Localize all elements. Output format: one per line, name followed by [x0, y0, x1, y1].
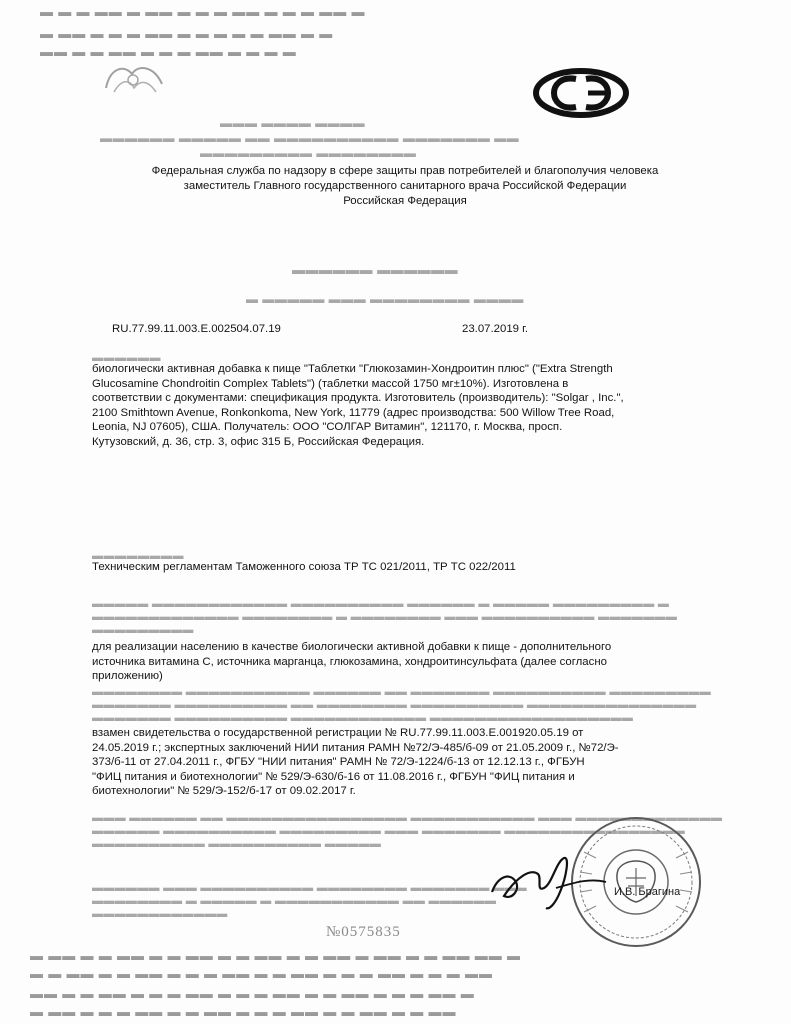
faint-basis-intro: ▬▬▬▬▬▬▬▬ ▬▬▬▬▬▬▬▬▬▬▬ ▬▬▬▬▬▬ ▬▬ ▬▬▬▬▬▬▬ ▬▬▬▬▬▬▬▬▬▬ ▬▬▬▬▬▬▬▬▬ ▬▬▬▬▬▬▬ ▬▬▬▬▬▬▬▬▬▬ ▬▬ ▬▬▬▬▬▬▬▬ ▬▬▬▬▬▬▬▬▬▬ ▬▬▬▬▬▬▬▬▬▬▬▬▬▬▬ ▬▬▬▬▬▬▬ ▬▬▬▬▬▬▬▬▬▬ ▬▬▬▬▬▬▬▬▬▬▬▬ ▬▬▬▬▬▬▬▬▬▬▬▬▬▬▬▬▬▬: [92, 686, 712, 724]
product-line: биологически активная добавка к пище "Таблетки "Глюкозамин-Хондроитин плюс" ("Extra Strength: [92, 363, 613, 375]
faint-header-1: ▬▬▬ ▬▬▬▬ ▬▬▬▬: [220, 116, 366, 130]
faint-title-2: ▬ ▬▬▬▬▬ ▬▬▬ ▬▬▬▬▬▬▬▬ ▬▬▬▬: [246, 292, 524, 306]
faint-product-label: ▬▬▬▬▬▬: [92, 352, 161, 364]
product-line: Leonia, NJ 07605), США. Получатель: ООО "СОЛГАР Витамин", 121170, г. Москва, просп.: [92, 421, 563, 434]
faint-regulations-label: ▬▬▬▬▬▬▬▬: [92, 550, 184, 562]
product-description: [92, 362, 712, 450]
usage-line: приложению): [92, 670, 163, 683]
scan-noise-bottom-1: ▬ ▬▬ ▬ ▬ ▬▬ ▬ ▬ ▬▬ ▬ ▬ ▬▬ ▬ ▬ ▬▬ ▬ ▬▬ ▬ ▬ ▬▬ ▬▬ ▬: [30, 948, 521, 963]
faint-header-2: ▬▬▬▬▬▬ ▬▬▬▬▬ ▬▬ ▬▬▬▬▬▬▬▬▬▬ ▬▬▬▬▬▬▬ ▬▬: [100, 131, 520, 145]
scan-noise-bottom-2: ▬ ▬ ▬▬ ▬ ▬ ▬▬ ▬ ▬ ▬ ▬▬ ▬ ▬ ▬▬ ▬ ▬ ▬ ▬▬ ▬ ▬ ▬ ▬▬: [30, 966, 493, 981]
product-line: Glucosamine Chondroitin Complex Tablets") (таблетки массой 1750 мг±10%). Изготовлена в: [92, 377, 569, 390]
agency-line-3: Российская Федерация: [343, 195, 467, 207]
usage-line: источника витамина С, источника марганца, глюкозамина, хондроитинсульфата (далее согласно: [92, 655, 607, 668]
scan-noise-bottom-3: ▬▬ ▬ ▬ ▬▬ ▬ ▬ ▬ ▬▬ ▬ ▬ ▬ ▬▬ ▬ ▬ ▬▬ ▬ ▬ ▬ ▬▬ ▬: [30, 986, 475, 1001]
faint-title-1: ▬▬▬▬▬▬ ▬▬▬▬▬▬: [292, 262, 459, 277]
faint-signatory: ▬▬▬▬▬▬ ▬▬▬ ▬▬▬▬▬▬▬▬▬▬ ▬▬▬▬▬▬▬▬ ▬▬▬▬▬▬▬ ▬▬▬ ▬▬▬▬▬▬▬▬ ▬ ▬▬▬▬▬ ▬ ▬▬▬▬▬▬▬▬▬▬▬ ▬▬ ▬▬▬▬▬▬ ▬▬▬▬▬▬▬▬▬▬▬▬: [92, 882, 527, 920]
basis-line: 24.05.2019 г.; экспертных заключений НИИ питания РАМН №72/Э-485/б-09 от 21.05.2009 г., №72/Э-: [92, 741, 619, 754]
product-line: соответствии с документами: спецификация продукта. Изготовитель (производитель): "Solgar , Inc.",: [92, 392, 624, 405]
basis-line: "ФИЦ питания и биотехнологии" № 529/Э-630/б-16 от 11.08.2016 г., ФГБУН "ФИЦ питания и: [92, 770, 575, 783]
agency-line-2: заместитель Главного государственного санитарного врача Российской Федерации: [183, 180, 627, 192]
usage-line: для реализации населению в качестве биологически активной добавки к пище - дополнительного: [92, 641, 612, 653]
basis-line: биотехнологии" № 529/Э-152/б-17 от 09.02.2017 г.: [92, 785, 356, 798]
product-line: Кутузовский, д. 36, стр. 3, офис 315 Б, Российская Федерация.: [92, 435, 425, 448]
basis-line: 373/б-11 от 27.04.2011 г., ФГБУ "НИИ питания" РАМН № 72/Э-1224/б-13 от 12.12.13 г., ФГБУН: [92, 756, 585, 769]
regulations-text: Техническим регламентам Таможенного союза ТР ТС 021/2011, ТР ТС 022/2011: [92, 561, 516, 573]
agency-line-1: Федеральная служба по надзору в сфере защиты прав потребителей и благополучия человека: [151, 165, 659, 177]
scan-noise-top: ▬ ▬ ▬ ▬▬ ▬ ▬▬ ▬ ▬ ▬ ▬▬ ▬ ▬ ▬ ▬▬ ▬: [40, 4, 366, 19]
scan-noise-top-2: ▬ ▬▬ ▬ ▬ ▬ ▬▬ ▬ ▬ ▬ ▬ ▬ ▬▬ ▬ ▬: [40, 26, 334, 41]
scan-noise-bottom-4: ▬ ▬▬ ▬ ▬ ▬ ▬▬ ▬ ▬ ▬▬ ▬ ▬ ▬ ▬▬ ▬ ▬ ▬▬ ▬ ▬ ▬▬: [30, 1004, 457, 1019]
faint-disclaimer: ▬▬▬ ▬▬▬▬▬▬ ▬▬ ▬▬▬▬▬▬▬▬▬▬▬▬▬▬▬▬ ▬▬▬▬▬▬▬▬▬▬▬ ▬▬▬ ▬▬▬▬▬▬▬▬▬▬▬▬▬ ▬▬▬▬▬▬ ▬▬▬▬▬▬▬▬▬▬ ▬▬▬▬▬▬▬▬▬ ▬▬▬ ▬▬▬▬▬▬▬ ▬▬▬▬▬▬▬▬▬▬▬▬▬▬▬▬ ▬▬▬▬▬▬▬▬▬▬ ▬▬▬▬▬▬▬▬▬▬ ▬▬▬▬▬: [92, 812, 723, 850]
serial-number: №0575835: [326, 924, 401, 940]
faint-usage-intro: ▬▬▬▬▬ ▬▬▬▬▬▬▬▬▬▬▬▬ ▬▬▬▬▬▬▬▬▬▬ ▬▬▬▬▬▬ ▬ ▬▬▬▬▬ ▬▬▬▬▬▬▬▬▬ ▬ ▬▬▬▬▬▬▬▬▬▬▬▬▬ ▬▬▬▬▬▬▬▬ ▬ ▬▬▬▬▬▬▬▬ ▬▬▬ ▬▬▬▬▬▬▬▬▬▬ ▬▬▬▬▬▬▬ ▬▬▬▬▬▬▬▬▬: [92, 598, 678, 636]
faint-header-3: ▬▬▬▬▬▬▬▬▬ ▬▬▬▬▬▬▬▬: [200, 146, 417, 160]
product-line: 2100 Smithtown Avenue, Ronkonkoma, New York, 11779 (адрес производства: 500 Willow Tree Road,: [92, 406, 615, 419]
registration-date: 23.07.2019 г.: [462, 323, 529, 335]
signatory-name: И.В. Брагина: [614, 886, 681, 898]
basis-description: [92, 726, 712, 799]
se-logo-icon: [532, 68, 630, 118]
basis-line: взамен свидетельства о государственной регистрации № RU.77.99.11.003.E.001920.05.19 от: [92, 727, 584, 739]
signature-icon: [486, 848, 626, 918]
usage-description: [92, 640, 712, 684]
emblem-icon: [100, 58, 168, 100]
registration-number: RU.77.99.11.003.E.002504.07.19: [112, 323, 281, 335]
scan-noise-top-3: ▬▬ ▬ ▬ ▬▬ ▬ ▬ ▬ ▬▬ ▬ ▬ ▬ ▬: [40, 44, 297, 59]
